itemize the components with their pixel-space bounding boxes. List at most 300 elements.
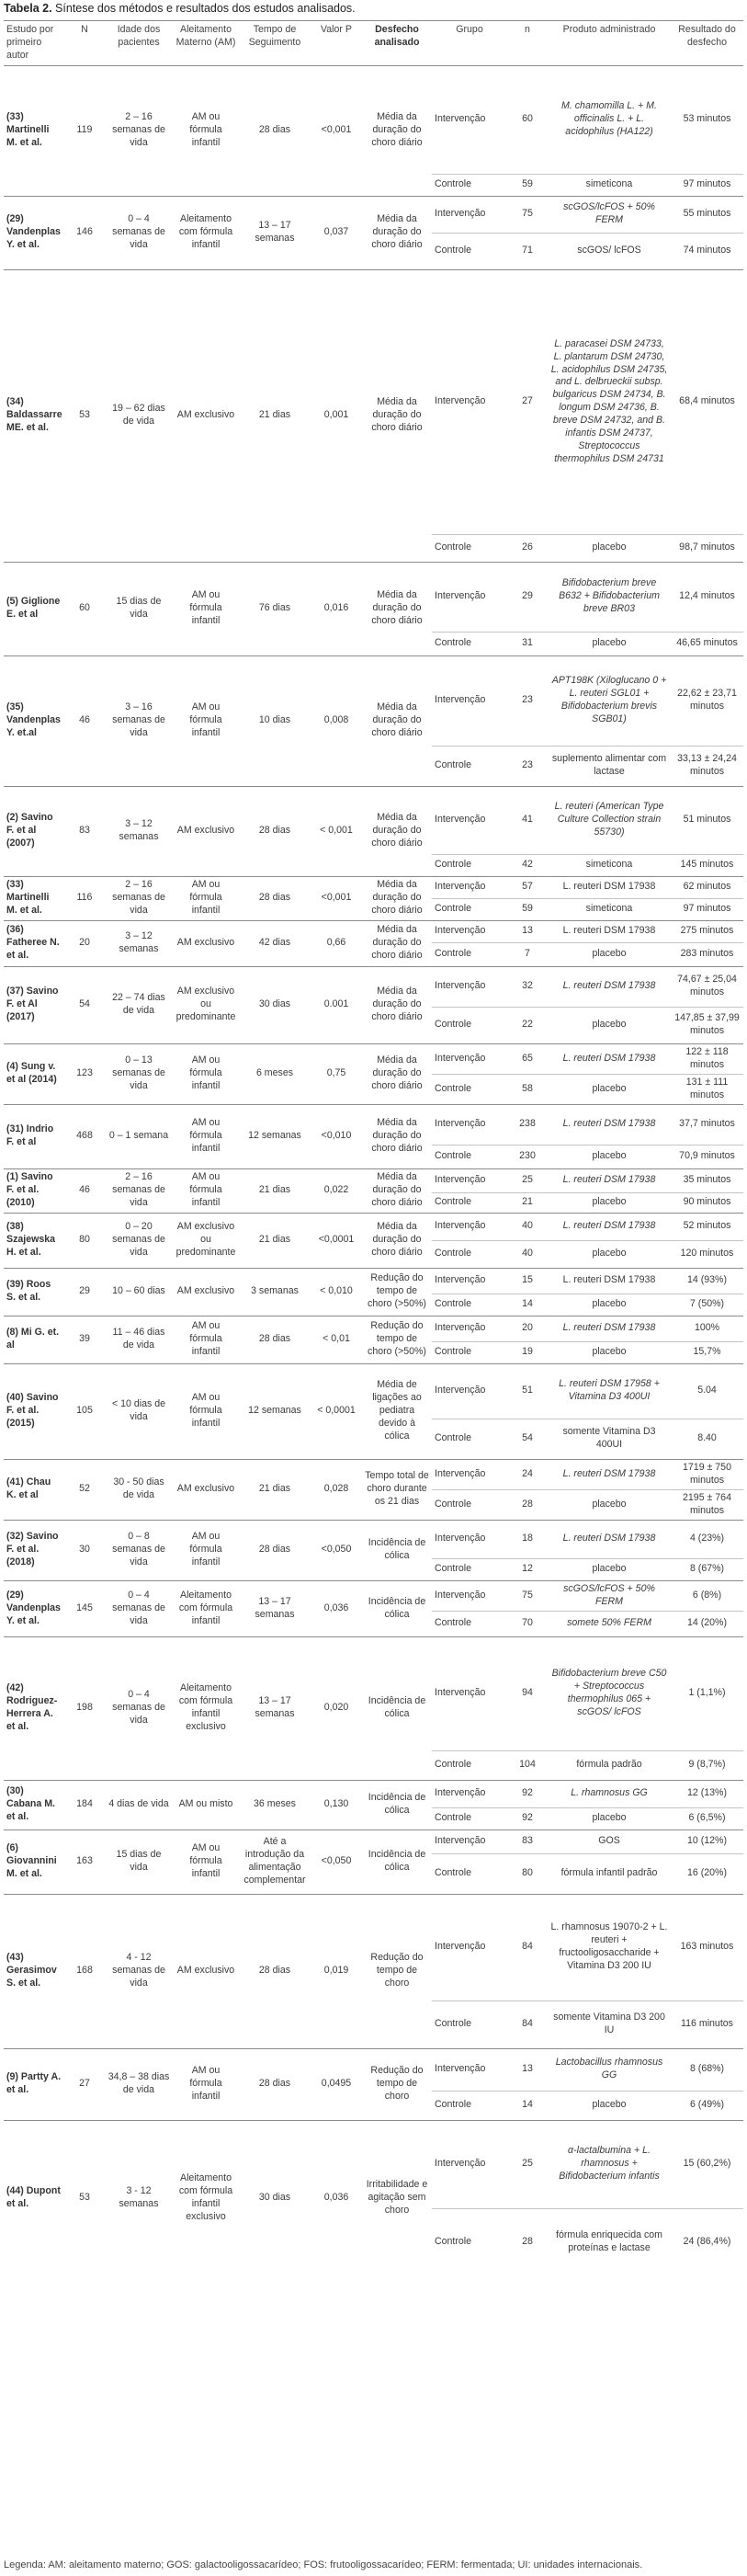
product-cell: L. reuteri DSM 17938	[548, 1268, 671, 1294]
result-cell: 90 minutos	[671, 1192, 743, 1213]
group-n-cell: 25	[507, 1168, 548, 1192]
outcome-cell: Redução do tempo de choro	[362, 1894, 432, 2048]
table-row	[4, 876, 743, 898]
age-cell: 2 – 16 semanas de vida	[105, 876, 173, 920]
outcome-cell: Média da duração do choro diário	[362, 196, 432, 269]
age-cell: 3 – 16 semanas de vida	[105, 655, 173, 786]
study-author-cell: (4) Sung v. et al (2014)	[4, 1043, 64, 1104]
group-cell: Controle	[432, 1145, 507, 1168]
study-n-cell: 60	[64, 562, 105, 655]
group-cell: Intervenção	[432, 196, 507, 233]
p-value-cell: 0,019	[311, 1894, 362, 2048]
follow-up-cell: 28 dias	[239, 876, 311, 920]
outcome-cell: Incidência de cólica	[362, 1780, 432, 1829]
follow-up-cell: 3 semanas	[239, 1268, 311, 1316]
group-n-cell: 51	[507, 1363, 548, 1419]
p-value-cell: 0,036	[311, 1580, 362, 1636]
product-cell: placebo	[548, 1294, 671, 1316]
study-n-cell: 46	[64, 1168, 105, 1213]
product-cell: simeticona	[548, 174, 671, 196]
group-n-cell: 19	[507, 1341, 548, 1363]
study-n-cell: 123	[64, 1043, 105, 1104]
product-cell: placebo	[548, 942, 671, 966]
breastfeeding-cell: AM ou fórmula infantil	[173, 2048, 239, 2120]
outcome-cell: Irritabilidade e agitação sem choro	[362, 2120, 432, 2276]
study-author-cell: (8) Mi G. et. al	[4, 1316, 64, 1363]
product-cell: placebo	[548, 632, 671, 655]
table-row	[4, 1268, 743, 1294]
result-cell: 122 ± 118 minutos	[671, 1043, 743, 1074]
breastfeeding-cell: AM exclusivo	[173, 269, 239, 562]
study-n-cell: 53	[64, 269, 105, 562]
product-cell: scGOS/lcFOS + 50% FERM	[548, 1580, 671, 1611]
breastfeeding-cell: AM ou fórmula infantil	[173, 1829, 239, 1894]
group-n-cell: 60	[507, 65, 548, 174]
group-cell: Intervenção	[432, 655, 507, 746]
outcome-cell: Média da duração do choro diário	[362, 876, 432, 920]
group-n-cell: 40	[507, 1240, 548, 1268]
group-cell: Controle	[432, 233, 507, 269]
product-cell: placebo	[548, 1192, 671, 1213]
study-n-cell: 80	[64, 1213, 105, 1268]
product-cell: placebo	[548, 1074, 671, 1104]
table-row	[4, 1780, 743, 1807]
group-n-cell: 230	[507, 1145, 548, 1168]
p-value-cell: <0,001	[311, 65, 362, 196]
study-author-cell: (37) Savino F. et Al (2017)	[4, 966, 64, 1043]
group-n-cell: 23	[507, 655, 548, 746]
result-cell: 35 minutos	[671, 1168, 743, 1192]
result-cell: 12,4 minutos	[671, 562, 743, 632]
study-n-cell: 53	[64, 2120, 105, 2276]
group-cell: Controle	[432, 1558, 507, 1580]
product-cell: α-lactalbumina + L. rhamnosus + Bifidobacterium infantis	[548, 2120, 671, 2208]
study-n-cell: 39	[64, 1316, 105, 1363]
group-cell: Intervenção	[432, 562, 507, 632]
breastfeeding-cell: AM exclusivo	[173, 920, 239, 966]
group-n-cell: 24	[507, 1459, 548, 1489]
group-n-cell: 92	[507, 1807, 548, 1829]
group-cell: Controle	[432, 174, 507, 196]
result-cell: 147,85 ± 37,99 minutos	[671, 1007, 743, 1043]
group-n-cell: 80	[507, 1853, 548, 1894]
follow-up-cell: 28 dias	[239, 1316, 311, 1363]
group-n-cell: 12	[507, 1558, 548, 1580]
product-cell: Bifidobacterium breve C50 + Streptococcus thermophilus 065 + scGOS/ lcFOS	[548, 1636, 671, 1750]
p-value-cell: 0,036	[311, 2120, 362, 2276]
table-row	[4, 269, 743, 534]
result-cell: 7 (50%)	[671, 1294, 743, 1316]
group-cell: Controle	[432, 2091, 507, 2120]
group-cell: Controle	[432, 942, 507, 966]
group-n-cell: 75	[507, 196, 548, 233]
group-cell: Intervenção	[432, 920, 507, 942]
result-cell: 51 minutos	[671, 786, 743, 854]
study-author-cell: (30) Cabana M. et al.	[4, 1780, 64, 1829]
group-cell: Intervenção	[432, 1316, 507, 1341]
study-n-cell: 105	[64, 1363, 105, 1459]
table-header-row	[4, 21, 743, 66]
result-cell: 1 (1,1%)	[671, 1636, 743, 1750]
study-author-cell: (33) Martinelli M. et al.	[4, 65, 64, 196]
table-legend: Legenda: AM: aleitamento materno; GOS: galactooligossacarídeo; FOS: frutooligossacarídeo; FERM: fermentada; UI: unidades internacionais.	[4, 2559, 643, 2570]
group-n-cell: 75	[507, 1580, 548, 1611]
product-cell: L. paracasei DSM 24733, L. plantarum DSM 24730, L. acidophilus DSM 24735, and L. delbrueckii subsp. bulgaricus DSM 24734, B. longum DSM 24736, B. breve DSM 24732, and B. infantis DSM 24737, Streptococcus thermophilus DSM 24731	[548, 269, 671, 534]
p-value-cell: 0,001	[311, 269, 362, 562]
study-author-cell: (5) Giglione E. et al	[4, 562, 64, 655]
product-cell: L. reuteri DSM 17938	[548, 1459, 671, 1489]
group-n-cell: 238	[507, 1104, 548, 1145]
follow-up-cell: 76 dias	[239, 562, 311, 655]
study-author-cell: (29) Vandenplas Y. et al.	[4, 1580, 64, 1636]
follow-up-cell: 30 dias	[239, 2120, 311, 2276]
table-row	[4, 1213, 743, 1240]
p-value-cell: 0,66	[311, 920, 362, 966]
result-cell: 53 minutos	[671, 65, 743, 174]
age-cell: 30 - 50 dias de vida	[105, 1459, 173, 1520]
table-row	[4, 1316, 743, 1341]
p-value-cell: 0,130	[311, 1780, 362, 1829]
breastfeeding-cell: AM exclusivo	[173, 1268, 239, 1316]
breastfeeding-cell: AM exclusivo	[173, 1459, 239, 1520]
group-cell: Controle	[432, 632, 507, 655]
age-cell: 0 – 4 semanas de vida	[105, 1636, 173, 1780]
header-age: Idade dos pacientes	[105, 21, 173, 66]
product-cell: L. reuteri (American Type Culture Collection strain 55730)	[548, 786, 671, 854]
result-cell: 275 minutos	[671, 920, 743, 942]
result-cell: 74 minutos	[671, 233, 743, 269]
header-product: Produto administrado	[548, 21, 671, 66]
p-value-cell: 0,028	[311, 1459, 362, 1520]
follow-up-cell: 13 – 17 semanas	[239, 196, 311, 269]
age-cell: < 10 dias de vida	[105, 1363, 173, 1459]
result-cell: 2195 ± 764 minutos	[671, 1489, 743, 1520]
group-n-cell: 57	[507, 876, 548, 898]
summary-table	[4, 20, 743, 2276]
study-author-cell: (41) Chau K. et al	[4, 1459, 64, 1520]
group-n-cell: 21	[507, 1192, 548, 1213]
group-n-cell: 70	[507, 1611, 548, 1636]
outcome-cell: Média de ligações ao pediatra devido à cólica	[362, 1363, 432, 1459]
product-cell: scGOS/ lcFOS	[548, 233, 671, 269]
result-cell: 62 minutos	[671, 876, 743, 898]
group-cell: Intervenção	[432, 876, 507, 898]
study-n-cell: 27	[64, 2048, 105, 2120]
outcome-cell: Média da duração do choro diário	[362, 269, 432, 562]
result-cell: 283 minutos	[671, 942, 743, 966]
study-author-cell: (40) Savino F. et al. (2015)	[4, 1363, 64, 1459]
group-cell: Intervenção	[432, 1104, 507, 1145]
group-n-cell: 13	[507, 920, 548, 942]
group-n-cell: 41	[507, 786, 548, 854]
study-n-cell: 116	[64, 876, 105, 920]
product-cell: placebo	[548, 2091, 671, 2120]
age-cell: 2 – 16 semanas de vida	[105, 65, 173, 196]
group-cell: Intervenção	[432, 1268, 507, 1294]
group-n-cell: 13	[507, 2048, 548, 2091]
group-cell: Intervenção	[432, 1829, 507, 1853]
outcome-cell: Média da duração do choro diário	[362, 1168, 432, 1213]
p-value-cell: 0,75	[311, 1043, 362, 1104]
study-n-cell: 184	[64, 1780, 105, 1829]
group-n-cell: 92	[507, 1780, 548, 1807]
study-n-cell: 198	[64, 1636, 105, 1780]
product-cell: somente Vitamina D3 200 IU	[548, 2000, 671, 2048]
group-cell: Intervenção	[432, 1213, 507, 1240]
group-n-cell: 7	[507, 942, 548, 966]
product-cell: L. reuteri DSM 17938	[548, 920, 671, 942]
group-n-cell: 27	[507, 269, 548, 534]
study-n-cell: 119	[64, 65, 105, 196]
age-cell: 4 dias de vida	[105, 1780, 173, 1829]
product-cell: placebo	[548, 1807, 671, 1829]
group-n-cell: 59	[507, 898, 548, 920]
study-n-cell: 468	[64, 1104, 105, 1168]
result-cell: 14 (20%)	[671, 1611, 743, 1636]
result-cell: 15,7%	[671, 1341, 743, 1363]
outcome-cell: Incidência de cólica	[362, 1580, 432, 1636]
group-n-cell: 40	[507, 1213, 548, 1240]
group-n-cell: 18	[507, 1520, 548, 1558]
group-cell: Controle	[432, 534, 507, 562]
follow-up-cell: 10 dias	[239, 655, 311, 786]
group-n-cell: 29	[507, 562, 548, 632]
study-n-cell: 29	[64, 1268, 105, 1316]
age-cell: 11 – 46 dias de vida	[105, 1316, 173, 1363]
age-cell: 0 – 13 semanas de vida	[105, 1043, 173, 1104]
result-cell: 4 (23%)	[671, 1520, 743, 1558]
result-cell: 6 (49%)	[671, 2091, 743, 2120]
group-n-cell: 65	[507, 1043, 548, 1074]
group-n-cell: 28	[507, 2208, 548, 2276]
breastfeeding-cell: AM ou fórmula infantil	[173, 876, 239, 920]
result-cell: 98,7 minutos	[671, 534, 743, 562]
p-value-cell: 0.001	[311, 966, 362, 1043]
group-n-cell: 84	[507, 2000, 548, 2048]
study-author-cell: (29) Vandenplas Y. et al.	[4, 196, 64, 269]
product-cell: placebo	[548, 1341, 671, 1363]
breastfeeding-cell: AM ou fórmula infantil	[173, 1104, 239, 1168]
result-cell: 6 (8%)	[671, 1580, 743, 1611]
group-cell: Intervenção	[432, 2048, 507, 2091]
group-n-cell: 15	[507, 1268, 548, 1294]
table-row	[4, 1459, 743, 1489]
product-cell: M. chamomilla L. + M. officinalis L. + L. acidophilus (HA122)	[548, 65, 671, 174]
product-cell: placebo	[548, 1007, 671, 1043]
follow-up-cell: 42 dias	[239, 920, 311, 966]
table-row	[4, 2120, 743, 2208]
group-n-cell: 20	[507, 1316, 548, 1341]
outcome-cell: Média da duração do choro diário	[362, 1213, 432, 1268]
result-cell: 24 (86,4%)	[671, 2208, 743, 2276]
result-cell: 70,9 minutos	[671, 1145, 743, 1168]
follow-up-cell: 12 semanas	[239, 1363, 311, 1459]
result-cell: 8 (67%)	[671, 1558, 743, 1580]
group-cell: Intervenção	[432, 786, 507, 854]
study-n-cell: 20	[64, 920, 105, 966]
result-cell: 120 minutos	[671, 1240, 743, 1268]
group-cell: Controle	[432, 1341, 507, 1363]
study-author-cell: (2) Savino F. et al (2007)	[4, 786, 64, 876]
group-cell: Intervenção	[432, 1459, 507, 1489]
breastfeeding-cell: AM exclusivo ou predominante	[173, 1213, 239, 1268]
table-row	[4, 1043, 743, 1074]
header-study: Estudo por primeiro autor	[4, 21, 64, 66]
age-cell: 15 dias de vida	[105, 562, 173, 655]
group-n-cell: 104	[507, 1750, 548, 1780]
study-author-cell: (43) Gerasimov S. et al.	[4, 1894, 64, 2048]
product-cell: simeticona	[548, 898, 671, 920]
group-n-cell: 94	[507, 1636, 548, 1750]
table-row	[4, 1894, 743, 2000]
product-cell: Lactobacillus rhamnosus GG	[548, 2048, 671, 2091]
breastfeeding-cell: AM ou fórmula infantil	[173, 1363, 239, 1459]
result-cell: 37,7 minutos	[671, 1104, 743, 1145]
group-cell: Controle	[432, 1240, 507, 1268]
group-cell: Controle	[432, 1611, 507, 1636]
table-row	[4, 655, 743, 746]
table-row	[4, 1168, 743, 1192]
table-title: Tabela 2. Síntese dos métodos e resultados dos estudos analisados.	[4, 2, 356, 15]
group-cell: Controle	[432, 1074, 507, 1104]
result-cell: 68,4 minutos	[671, 269, 743, 534]
age-cell: 10 – 60 dias	[105, 1268, 173, 1316]
study-author-cell: (35) Vandenplas Y. et.al	[4, 655, 64, 786]
study-n-cell: 163	[64, 1829, 105, 1894]
product-cell: L. reuteri DSM 17938	[548, 1168, 671, 1192]
follow-up-cell: 28 dias	[239, 786, 311, 876]
breastfeeding-cell: AM ou fórmula infantil	[173, 1043, 239, 1104]
p-value-cell: 0,022	[311, 1168, 362, 1213]
table-row	[4, 1104, 743, 1145]
follow-up-cell: 13 – 17 semanas	[239, 1636, 311, 1780]
study-n-cell: 146	[64, 196, 105, 269]
breastfeeding-cell: AM ou fórmula infantil	[173, 562, 239, 655]
age-cell: 3 – 12 semanas	[105, 920, 173, 966]
p-value-cell: 0,0495	[311, 2048, 362, 2120]
group-n-cell: 58	[507, 1074, 548, 1104]
group-cell: Controle	[432, 2208, 507, 2276]
result-cell: 8.40	[671, 1419, 743, 1459]
study-author-cell: (6) Giovannini M. et al.	[4, 1829, 64, 1894]
product-cell: scGOS/lcFOS + 50% FERM	[548, 196, 671, 233]
breastfeeding-cell: AM exclusivo	[173, 1894, 239, 2048]
product-cell: suplemento alimentar com lactase	[548, 746, 671, 786]
result-cell: 97 minutos	[671, 898, 743, 920]
table-row	[4, 1636, 743, 1750]
age-cell: 19 – 62 dias de vida	[105, 269, 173, 562]
product-cell: fórmula infantil padrão	[548, 1853, 671, 1894]
table-row	[4, 1363, 743, 1419]
group-n-cell: 84	[507, 1894, 548, 2000]
breastfeeding-cell: AM ou fórmula infantil	[173, 1168, 239, 1213]
p-value-cell: 0,008	[311, 655, 362, 786]
follow-up-cell: 28 dias	[239, 1894, 311, 2048]
p-value-cell: <0,001	[311, 876, 362, 920]
header-result: Resultado do desfecho	[671, 21, 743, 66]
age-cell: 15 dias de vida	[105, 1829, 173, 1894]
header-n: N	[64, 21, 105, 66]
group-n-cell: 25	[507, 2120, 548, 2208]
result-cell: 163 minutos	[671, 1894, 743, 2000]
result-cell: 55 minutos	[671, 196, 743, 233]
result-cell: 116 minutos	[671, 2000, 743, 2048]
product-cell: GOS	[548, 1829, 671, 1853]
product-cell: L. reuteri DSM 17938	[548, 1043, 671, 1074]
group-cell: Intervenção	[432, 1580, 507, 1611]
product-cell: L. rhamnosus GG	[548, 1780, 671, 1807]
table-row	[4, 1520, 743, 1558]
study-author-cell: (34) Baldassarre ME. et al.	[4, 269, 64, 562]
follow-up-cell: 12 semanas	[239, 1104, 311, 1168]
outcome-cell: Redução do tempo de choro (>50%)	[362, 1268, 432, 1316]
group-n-cell: 14	[507, 1294, 548, 1316]
product-cell: Bifidobacterium breve B632 + Bifidobacterium breve BR03	[548, 562, 671, 632]
product-cell: L. reuteri DSM 17958 + Vitamina D3 400UI	[548, 1363, 671, 1419]
product-cell: somete 50% FERM	[548, 1611, 671, 1636]
group-n-cell: 22	[507, 1007, 548, 1043]
group-cell: Controle	[432, 1750, 507, 1780]
result-cell: 22,62 ± 23,71 minutos	[671, 655, 743, 746]
p-value-cell: 0,016	[311, 562, 362, 655]
group-n-cell: 14	[507, 2091, 548, 2120]
group-cell: Controle	[432, 1807, 507, 1829]
product-cell: L. reuteri DSM 17938	[548, 966, 671, 1007]
p-value-cell: <0,050	[311, 1520, 362, 1580]
study-n-cell: 46	[64, 655, 105, 786]
follow-up-cell: Até a introdução da alimentação complementar	[239, 1829, 311, 1894]
group-cell: Intervenção	[432, 1636, 507, 1750]
product-cell: L. reuteri DSM 17938	[548, 1316, 671, 1341]
group-cell: Controle	[432, 2000, 507, 2048]
follow-up-cell: 28 dias	[239, 65, 311, 196]
p-value-cell: < 0,010	[311, 1268, 362, 1316]
outcome-cell: Média da duração do choro diário	[362, 786, 432, 876]
product-cell: fórmula padrão	[548, 1750, 671, 1780]
header-outcome: Desfecho analisado	[362, 21, 432, 66]
breastfeeding-cell: Aleitamento com fórmula infantil	[173, 196, 239, 269]
follow-up-cell: 28 dias	[239, 1520, 311, 1580]
follow-up-cell: 21 dias	[239, 269, 311, 562]
study-n-cell: 54	[64, 966, 105, 1043]
follow-up-cell: 21 dias	[239, 1213, 311, 1268]
outcome-cell: Incidência de cólica	[362, 1829, 432, 1894]
table-row	[4, 1580, 743, 1611]
group-n-cell: 28	[507, 1489, 548, 1520]
group-cell: Controle	[432, 746, 507, 786]
breastfeeding-cell: AM ou fórmula infantil	[173, 655, 239, 786]
breastfeeding-cell: AM ou fórmula infantil	[173, 65, 239, 196]
outcome-cell: Média da duração do choro diário	[362, 1043, 432, 1104]
follow-up-cell: 13 – 17 semanas	[239, 1580, 311, 1636]
breastfeeding-cell: AM exclusivo	[173, 786, 239, 876]
age-cell: 34,8 – 38 dias de vida	[105, 2048, 173, 2120]
breastfeeding-cell: AM exclusivo ou predominante	[173, 966, 239, 1043]
group-n-cell: 23	[507, 746, 548, 786]
age-cell: 2 – 16 semanas de vida	[105, 1168, 173, 1213]
p-value-cell: <0,010	[311, 1104, 362, 1168]
outcome-cell: Média da duração do choro diário	[362, 1104, 432, 1168]
table-row	[4, 65, 743, 174]
group-cell: Intervenção	[432, 966, 507, 1007]
header-p-value: Valor P	[311, 21, 362, 66]
study-author-cell: (36) Fatheree N. et al.	[4, 920, 64, 966]
outcome-cell: Redução do tempo de choro (>50%)	[362, 1316, 432, 1363]
group-cell: Intervenção	[432, 269, 507, 534]
product-cell: placebo	[548, 1240, 671, 1268]
study-author-cell: (9) Partty A. et al.	[4, 2048, 64, 2120]
product-cell: fórmula enriquecida com proteínas e lactase	[548, 2208, 671, 2276]
